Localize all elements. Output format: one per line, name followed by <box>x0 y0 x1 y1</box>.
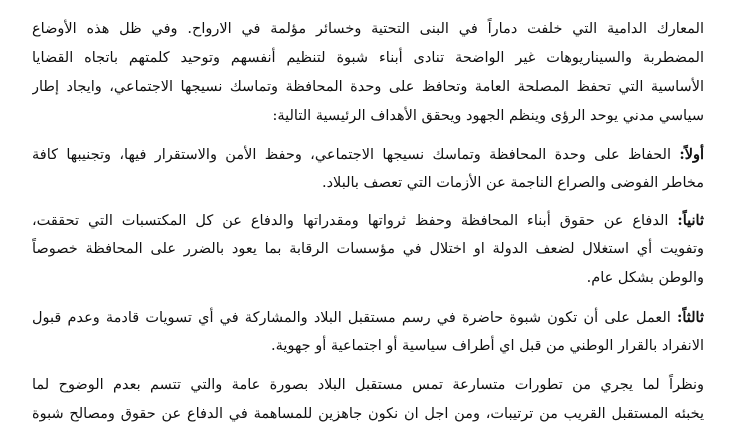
goal-first-line-1 <box>32 140 704 169</box>
goal-third-paragraph <box>32 303 704 361</box>
goal-second-line-1 <box>32 206 704 235</box>
closing-paragraph <box>32 371 704 429</box>
goal-third-lead: ثالثاً: <box>676 309 704 326</box>
closing-line-2: يخبئه المستقبل القريب من ترتيبات، ومن اجل ان نكون جاهزين للمساهمة في الدفاع عن حقوق ومصالح شبوة <box>32 406 704 422</box>
goal-first-text-1: الحفاظ على وحدة المحافظة وتماسك نسيجها الاجتماعي، وحفظ الأمن والاستقرار فيها، وتجنيبها كافة <box>32 147 680 163</box>
intro-line-4: سياسي مدني يوحد الرؤى وينظم الجهود ويحقق الأهداف الرئيسية التالية: <box>272 108 704 124</box>
goal-third-text-1: العمل على أن تكون شبوة حاضرة في رسم مستقبل البلاد والمشاركة في أي تسويات قادمة وعدم قبول <box>32 310 677 326</box>
closing-line-1: ونظراً لما يجري من تطورات متسارعة تمس مستقبل البلاد بصورة عامة والتي تتسم بعدم الوضوح لما <box>32 377 704 393</box>
intro-line-1: المعارك الدامية التي خلفت دماراً في البنى التحتية وخسائر مؤلمة في الارواح. وفي ظل هذه الأوضاع <box>32 21 704 37</box>
intro-line-3: الأساسية التي تحفظ المصلحة العامة وتحافظ على وحدة المحافظة وتماسك نسيجها الاجتماعي، وايجاد إطار <box>32 79 704 95</box>
goal-second-paragraph <box>32 206 704 293</box>
goal-second-lead: ثانياً: <box>677 212 704 229</box>
goal-second-line-2: وتفويت أي استغلال لضعف الدولة او اختلال في مؤسسات الرقابة بما يعود بالضرر على المحافظة خصوصاً <box>32 241 704 257</box>
intro-paragraph <box>32 15 704 131</box>
goal-first-paragraph <box>32 140 704 198</box>
goal-third-line-2: الانفراد بالقرار الوطني من قبل اي أطراف سياسية أو اجتماعية أو جهوية. <box>271 338 704 354</box>
goal-third-line-1 <box>32 303 704 332</box>
goal-second-text-1: الدفاع عن حقوق أبناء المحافظة وحفظ ثرواتها ومقدراتها والدفاع عن كل المكتسبات التي تحققت، <box>32 213 678 229</box>
goal-first-line-2: مخاطر الفوضى والصراع الناجمة عن الأزمات التي تعصف بالبلاد. <box>321 175 704 191</box>
intro-line-2: المضطربة والسيناريوهات غير الواضحة تنادى أبناء شبوة لتنظيم أنفسهم وتوحيد كلمتهم باتجاه القضايا <box>32 50 704 66</box>
goal-second-line-3: والوطن بشكل عام. <box>586 270 704 286</box>
goal-first-lead: أولاً: <box>679 146 704 163</box>
